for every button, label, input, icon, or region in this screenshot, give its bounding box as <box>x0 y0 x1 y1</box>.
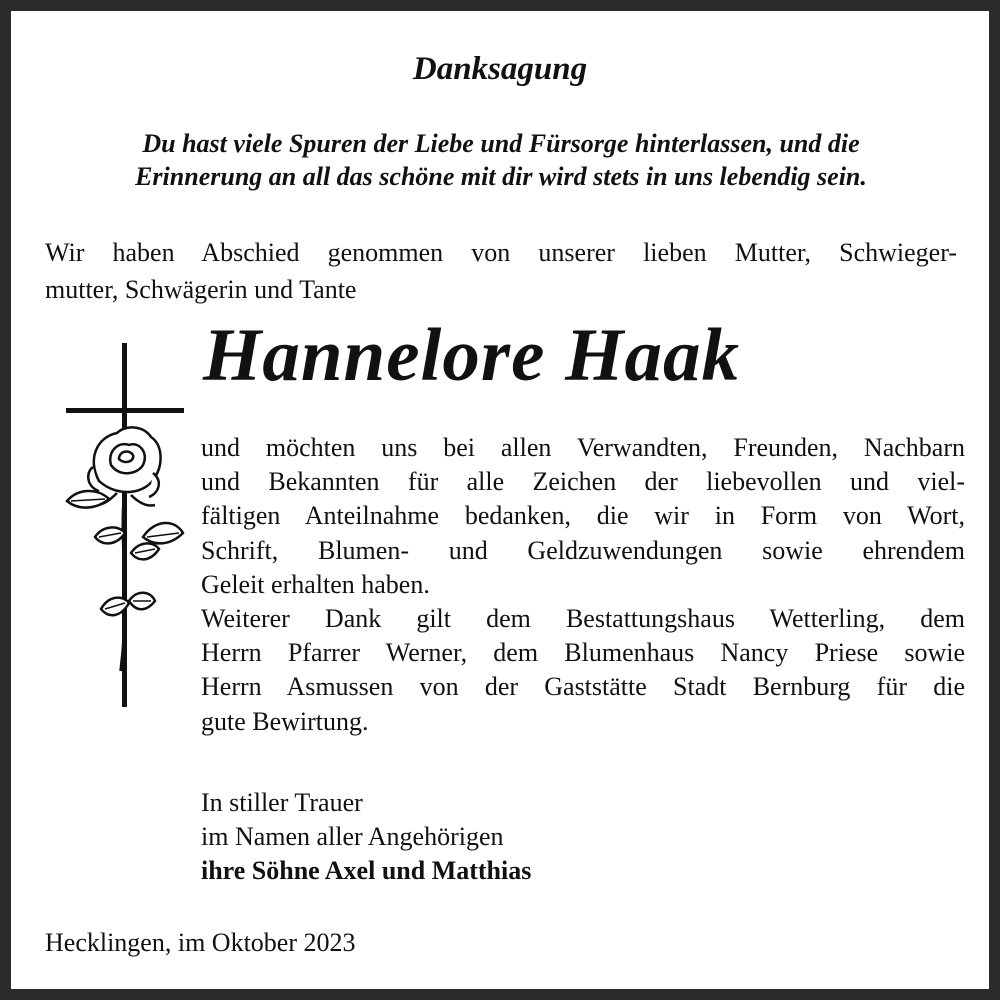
headline: Danksagung <box>412 51 588 87</box>
motto-line: Du hast viele Spuren der Liebe und Fürsorge hinterlassen, und die <box>142 129 860 158</box>
signers: ihre Söhne Axel und Matthias <box>201 856 532 885</box>
deceased-name: Hannelore Haak <box>203 314 740 397</box>
closing-line: In stiller Trauer <box>201 788 363 817</box>
body-line: und möchten uns bei allen Verwandten, Freunden, Nachbarn <box>201 433 965 462</box>
thanks-paragraph <box>201 431 965 739</box>
place-date: Hecklingen, im Oktober 2023 <box>45 928 356 957</box>
body-line: Schrift, Blumen- und Geldzuwendungen sowie ehrendem <box>201 535 965 565</box>
motto-line: Erinnerung an all das schöne mit dir wird stets in uns lebendig sein. <box>135 162 867 191</box>
body-line: Herrn Asmussen von der Gaststätte Stadt Bernburg für die <box>201 672 965 702</box>
body-line: Geleit erhalten haben. <box>201 569 430 599</box>
intro-line: Wir haben Abschied genommen von unserer lieben Mutter, Schwieger- <box>45 238 957 267</box>
body-line: Weiterer Dank gilt dem Bestattungshaus Wetterling, dem <box>201 604 965 634</box>
body-line: Herrn Pfarrer Werner, dem Blumenhaus Nancy Priese sowie <box>201 638 965 668</box>
motto-quote <box>51 127 951 193</box>
closing-line: im Namen aller Angehörigen <box>201 822 504 851</box>
intro-paragraph <box>45 234 957 308</box>
body-line: und Bekannten für alle Zeichen der liebevollen und viel- <box>201 467 965 497</box>
cross-with-rose-icon <box>59 341 189 711</box>
body-line: gute Bewirtung. <box>201 706 369 736</box>
body-line: fältigen Anteilnahme bedanken, die wir in Form von Wort, <box>201 501 965 531</box>
intro-line: mutter, Schwägerin und Tante <box>45 275 357 304</box>
closing-block <box>201 786 801 888</box>
